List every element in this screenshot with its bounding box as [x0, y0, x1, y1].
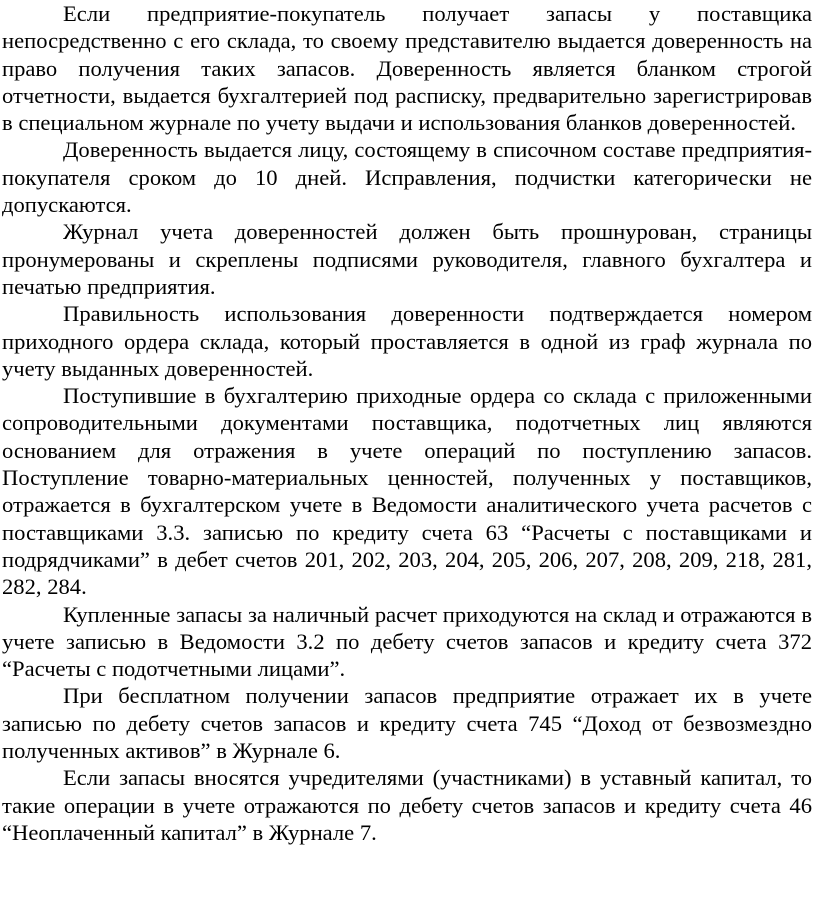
paragraph-free-receipt: При бесплатном получении запасов предприятие отражает их в учете записью по дебету счетов запасов и кредиту счета 745 “Доход от безвозмездно полученных активов” в Журнале 6. — [2, 683, 812, 764]
paragraph-cash-purchases: Купленные запасы за наличный расчет приходуются на склад и отражаются в учете записью в Ведомости 3.2 по дебету счетов запасов и кредиту счета 372 “Расчеты с подотчетными лицами”. — [2, 601, 812, 682]
paragraph-power-of-attorney-issue: Если предприятие-покупатель получает запасы у поставщика непосредственно с его склада, то своему представителю выдается доверенность на право получения таких запасов. Доверенность является бланком строгой отчетности, выдается бухгалтерией под расписку, предварительно зарегистрировав в специальном журнале по учету выдачи и использования бланков доверенностей. — [2, 1, 812, 136]
paragraph-receipt-orders: Поступившие в бухгалтерию приходные ордера со склада с приложенными сопроводительными документами поставщика, подотчетных лиц являются основанием для отражения в учете операций по поступлению запасов. Поступление товарно-материальных ценностей, полученных у поставщиков, отражается в бухгалтерском учете в Ведомости аналитического учета расчетов с поставщиками 3.3. записью по кредиту счета 63 “Расчеты с поставщиками и подрядчиками” в дебет счетов 201, 202, 203, 204, 205, 206, 207, 208, 209, 218, 281, 282, 284. — [2, 383, 812, 600]
paragraph-journal-requirements: Журнал учета доверенностей должен быть прошнурован, страницы пронумерованы и скреплены подписями руководителя, главного бухгалтера и печатью предприятия. — [2, 219, 812, 299]
paragraph-founders-contribution: Если запасы вносятся учредителями (участниками) в уставный капитал, то такие операции в учете отражаются по дебету счетов запасов и кредиту счета 46 “Неоплаченный капитал” в Журнале 7. — [2, 765, 812, 845]
paragraph-usage-confirmation: Правильность использования доверенности подтверждается номером приходного ордера склада, который проставляется в одной из граф журнала по учету выданных доверенностей. — [2, 301, 812, 381]
paragraph-power-of-attorney-term: Доверенность выдается лицу, состоящему в списочном составе предприятия-покупателя сроком до 10 дней. Исправления, подчистки категорически не допускаются. — [2, 137, 812, 218]
